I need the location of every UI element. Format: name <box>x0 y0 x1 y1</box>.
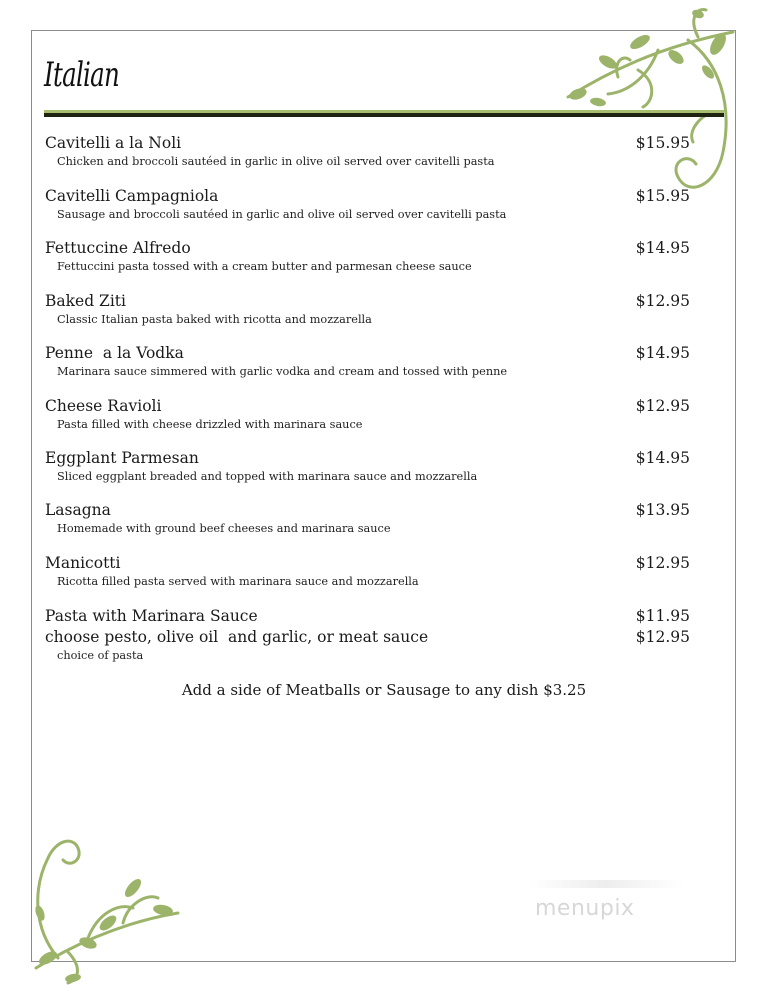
menu-item-name: Lasagna <box>45 501 111 519</box>
menu-item-name: Cavitelli Campagniola <box>45 187 219 205</box>
menu-item-name: Eggplant Parmesan <box>45 449 199 467</box>
menu-item-name: Baked Ziti <box>45 292 126 310</box>
menu-item-description: Ricotta filled pasta served with marinara sauce and mozzarella <box>57 575 419 588</box>
page-title: Italian <box>44 55 120 95</box>
menu-item-name: Cheese Ravioli <box>45 397 162 415</box>
menu-item-price: $12.95 <box>635 397 690 415</box>
menu-item-description: Homemade with ground beef cheeses and marinara sauce <box>57 522 391 535</box>
menu-item-description: Sausage and broccoli sautéed in garlic and olive oil served over cavitelli pasta <box>57 208 507 221</box>
menu-item-name: Pasta with Marinara Sauce <box>45 607 258 625</box>
vine-swirl-bottom-left <box>28 828 188 988</box>
watermark-logo: menupix <box>535 896 635 921</box>
menu-item-price: $15.95 <box>635 187 690 205</box>
menu-item-description: Marinara sauce simmered with garlic vodka and cream and tossed with penne <box>57 365 508 378</box>
menu-item-name: choose pesto, olive oil and garlic, or meat sauce <box>45 628 429 646</box>
title-divider <box>44 110 724 118</box>
menu-item-price: $11.95 <box>635 607 690 625</box>
menu-item-price: $14.95 <box>635 344 690 362</box>
menu-item-name: Penne a la Vodka <box>45 344 184 362</box>
menu-item-price: $15.95 <box>635 134 690 152</box>
side-note: Add a side of Meatballs or Sausage to any dish $3.25 <box>181 681 587 699</box>
menu-item-description: Classic Italian pasta baked with ricotta and mozzarella <box>57 313 372 326</box>
menu-item-price: $12.95 <box>635 292 690 310</box>
menu-item-name: Fettuccine Alfredo <box>45 239 191 257</box>
menu-item-description: Pasta filled with cheese drizzled with marinara sauce <box>57 418 363 431</box>
menu-item-description: choice of pasta <box>57 649 144 662</box>
menu-item-price: $14.95 <box>635 239 690 257</box>
menu-item-description: Chicken and broccoli sautéed in garlic in olive oil served over cavitelli pasta <box>57 155 495 168</box>
menu-item-name: Cavitelli a la Noli <box>45 134 182 152</box>
menu-item-description: Sliced eggplant breaded and topped with marinara sauce and mozzarella <box>57 470 478 483</box>
vine-swirl-top-right <box>548 2 748 202</box>
watermark-line <box>528 880 683 888</box>
menu-item-price: $13.95 <box>635 501 690 519</box>
menu-item-description: Fettuccini pasta tossed with a cream butter and parmesan cheese sauce <box>57 260 472 273</box>
menu-item-name: Manicotti <box>45 554 121 572</box>
menu-item-price: $14.95 <box>635 449 690 467</box>
menu-item-price: $12.95 <box>635 628 690 646</box>
menu-item-price: $12.95 <box>635 554 690 572</box>
